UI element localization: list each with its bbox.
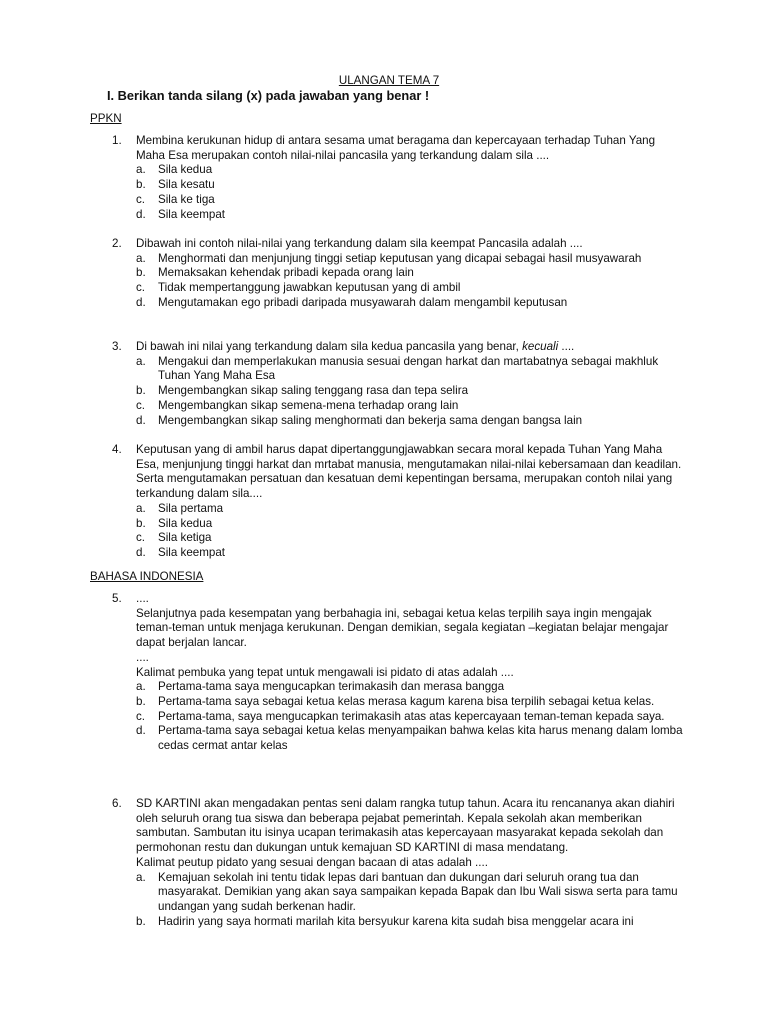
stem-text: Di bawah ini nilai yang terkandung dalam sila kedua pancasila yang benar, [136,340,523,353]
question-number: 4. [112,443,122,456]
stem-text-end: .... [558,340,575,353]
option-text: Pertama-tama saya mengucapkan terimakasih dan merasa bangga [158,680,505,694]
option-text: Sila ketiga [158,531,212,545]
option-a [136,502,684,517]
question-number: 5. [112,592,122,605]
option-c [136,193,684,208]
option-text: Kemajuan sekolah ini tentu tidak lepas dari bantuan dan dukungan dari seluruh orang tua dan masyarakat. Demikian yang akan saya sampaikan kepada Bapak dan Ibu Wali siswa serta para tamu undangan yang sudah berkenan hadir. [158,870,678,913]
option-a [136,680,684,695]
option-b [136,915,684,930]
option-list [136,680,684,754]
option-text: Mengutamakan ego pribadi daripada musyawarah dalam mengambil keputusan [158,295,568,309]
question-3 [0,340,700,428]
option-b [136,266,684,281]
option-text: Sila kedua [158,516,213,530]
option-text: Mengembangkan sikap saling menghormati dan bekerja sama dengan bangsa lain [158,413,583,427]
option-letter: c. [136,398,146,412]
question-number: 3. [112,340,122,353]
option-letter: d. [136,295,146,309]
option-list [136,163,684,222]
option-text: Sila kedua [158,163,213,177]
option-text: Mengembangkan sikap saling tenggang rasa dan tepa selira [158,384,469,398]
text-ellipsis: .... [136,592,149,605]
option-c [136,399,684,414]
stem-emphasis: kecuali [522,340,559,353]
question-number: 2. [112,237,122,250]
option-letter: c. [136,531,146,545]
question-stem: Membina kerukunan hidup di antara sesama umat beragama dan kepercayaan terhadap Tuhan Yang Maha Esa merupakan contoh nilai-nilai pancasila yang terkandung dalam sila .... [136,134,656,162]
option-d [136,414,684,429]
question-stem: Dibawah ini contoh nilai-nilai yang terkandung dalam sila keempat Pancasila adalah .... [136,237,583,250]
option-a [136,355,684,384]
option-text: Sila keempat [158,545,226,559]
option-letter: a. [136,501,146,515]
option-c [136,281,684,296]
option-text: Pertama-tama saya sebagai ketua kelas merasa kagum karena bisa terpilih sebagai ketua kelas. [158,694,655,708]
option-letter: a. [136,870,146,884]
question-stem: Keputusan yang di ambil harus dapat dipertanggungjawabkan secara moral kepada Tuhan Yang Maha Esa, menjunjung tinggi harkat dan mrtabat manusia, mengutamakan nilai-nilai kebersamaan dan keadilan. Serta mengutamakan persatuan dan kesatuan demi kepentingan bersama, merupakan contoh nilai yang terkandung dalam sila.... [136,443,682,501]
question-1 [0,134,700,222]
question-6 [0,797,700,929]
option-letter: d. [136,207,146,221]
instruction-heading: I. Berikan tanda silang (x) pada jawaban yang benar ! [107,88,430,103]
option-text: Mengakui dan memperlakukan manusia sesuai dengan harkat dan martabatnya sebagai makhluk Tuhan Yang Maha Esa [158,354,659,383]
option-letter: a. [136,251,146,265]
option-text: Sila keempat [158,207,226,221]
option-b [136,178,684,193]
option-letter: b. [136,914,146,928]
option-text: Tidak mempertanggung jawabkan keputusan yang di ambil [158,281,461,295]
option-text: Memaksakan kehendak pribadi kepada orang lain [158,266,414,280]
option-c [136,710,684,725]
option-text: Menghormati dan menjunjung tinggi setiap keputusan yang dicapai sebagai hasil musyawarah [158,251,642,265]
option-letter: d. [136,545,146,559]
option-letter: b. [136,516,146,530]
document-title: ULANGAN TEMA 7 [338,74,440,87]
option-d [136,546,684,561]
option-letter: b. [136,178,146,192]
question-stem [136,340,684,355]
option-c [136,531,684,546]
option-list [136,355,684,429]
option-text: Pertama-tama saya sebagai ketua kelas menyampaikan bahwa kelas kita harus menang dalam lomba cedas cermat antar kelas [158,724,683,753]
option-letter: d. [136,724,146,738]
option-list [136,871,684,930]
speech-excerpt: Selanjutnya pada kesempatan yang berbahagia ini, sebagai ketua kelas terpilih saya ingin mengajak teman-teman untuk menjaga kerukunan. Dengan demikian, segala kegiatan –kegiatan belajar mengajar dapat berjalan lancar. [136,606,669,650]
question-number: 1. [112,134,122,147]
option-letter: b. [136,694,146,708]
option-text: Hadirin yang saya hormati marilah kita bersyukur karena kita sudah bisa menggelar acara ini [158,914,634,928]
question-5 [0,592,700,754]
option-text: Sila kesatu [158,178,215,192]
option-list [136,252,684,311]
text-ellipsis: .... [136,650,149,664]
option-letter: b. [136,266,146,280]
option-b [136,695,684,710]
option-text: Mengembangkan sikap semena-mena terhadap orang lain [158,398,459,412]
reading-passage: SD KARTINI akan mengadakan pentas seni dalam rangka tutup tahun. Acara itu rencananya akan diahiri oleh seluruh orang tua siswa dan beberapa pejabat pemerintah. Kepala sekolah akan memberikan sambutan. Sambutan itu isinya ucapan terimakasih atas kepercayaan masyarakat kepada sekolah dan permohonan restu dan dukungan untuk kemajuan SD KARTINI di masa mendatang. [136,797,675,855]
option-letter: c. [136,281,146,295]
section-heading-bahasa-indonesia: BAHASA INDONESIA [90,570,204,583]
option-a [136,871,684,915]
option-letter: d. [136,413,146,427]
option-d [136,296,684,311]
option-d [136,208,684,223]
option-text: Sila pertama [158,501,224,515]
option-letter: c. [136,709,146,723]
option-b [136,517,684,532]
question-number: 6. [112,797,122,810]
option-list [136,502,684,561]
option-d [136,724,684,753]
option-letter: a. [136,163,146,177]
option-letter: c. [136,192,146,206]
option-a [136,163,684,178]
option-letter: b. [136,384,146,398]
question-stem: Kalimat peutup pidato yang sesuai dengan bacaan di atas adalah .... [136,855,488,869]
section-heading-ppkn: PPKN [90,112,122,125]
option-text: Pertama-tama, saya mengucapkan terimakasih atas atas kepercayaan teman-teman kepada saya. [158,709,665,723]
option-letter: a. [136,354,146,368]
question-4 [0,443,700,561]
question-2 [0,237,700,311]
option-letter: a. [136,680,146,694]
option-a [136,252,684,267]
option-b [136,384,684,399]
question-stem: Kalimat pembuka yang tepat untuk mengawali isi pidato di atas adalah .... [136,665,514,679]
option-text: Sila ke tiga [158,192,215,206]
